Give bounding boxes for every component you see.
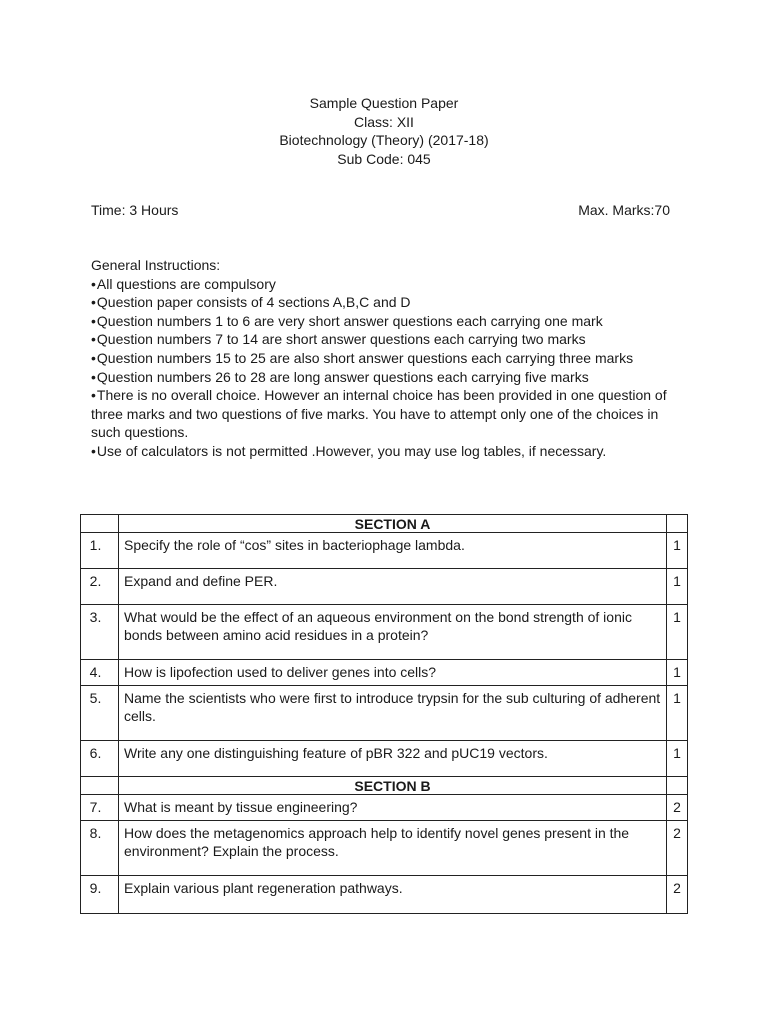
question-number: 2. (81, 569, 119, 605)
instruction-item: • Question numbers 1 to 6 are very short answer questions each carrying one mark (91, 312, 671, 331)
subject-label: Biotechnology (Theory) (2017-18) (279, 132, 489, 148)
question-number: 6. (81, 741, 119, 777)
instructions-heading: General Instructions: (91, 257, 221, 273)
paper-header (0, 94, 768, 168)
paper-title: Sample Question Paper (309, 95, 459, 111)
question-number: 1. (81, 533, 119, 569)
time-marks-row (91, 202, 670, 218)
instruction-item: • Question paper consists of 4 sections A,B,C and D (91, 293, 671, 312)
question-marks: 1 (667, 569, 688, 605)
question-number: 7. (81, 795, 119, 821)
question-text: Name the scientists who were first to introduce trypsin for the sub culturing of adherent cells. (119, 686, 667, 741)
question-number: 9. (81, 876, 119, 914)
question-marks: 1 (667, 741, 688, 777)
question-marks: 1 (667, 533, 688, 569)
question-marks: 1 (667, 605, 688, 660)
question-text: How is lipofection used to deliver genes into cells? (119, 660, 667, 686)
question-text: Explain various plant regeneration pathways. (119, 876, 667, 914)
question-number: 5. (81, 686, 119, 741)
question-text: How does the metagenomics approach help to identify novel genes present in the environment? Explain the process. (119, 821, 667, 876)
table-row (81, 876, 688, 914)
table-row (81, 741, 688, 777)
question-marks: 2 (667, 876, 688, 914)
table-row (81, 795, 688, 821)
instruction-item: • Use of calculators is not permitted .However, you may use log tables, if necessary. (91, 442, 671, 461)
instruction-item: • Question numbers 26 to 28 are long answer questions each carrying five marks (91, 368, 671, 387)
question-marks: 1 (667, 686, 688, 741)
question-number: 3. (81, 605, 119, 660)
section-b-title: SECTION B (119, 777, 667, 795)
instruction-item: • Question numbers 7 to 14 are short answer questions each carrying two marks (91, 330, 671, 349)
class-label: Class: XII (354, 113, 414, 130)
question-marks: 1 (667, 660, 688, 686)
general-instructions (91, 256, 671, 461)
question-number: 4. (81, 660, 119, 686)
question-text: What is meant by tissue engineering? (119, 795, 667, 821)
question-text: Expand and define PER. (119, 569, 667, 605)
time-label: Time: 3 Hours (91, 202, 179, 218)
question-text: Specify the role of “cos” sites in bacteriophage lambda. (119, 533, 667, 569)
table-row (81, 660, 688, 686)
question-number: 8. (81, 821, 119, 876)
instructions-list (91, 275, 671, 461)
max-marks-label: Max. Marks:70 (578, 202, 670, 218)
sub-code-label: Sub Code: 045 (337, 150, 431, 167)
question-marks: 2 (667, 795, 688, 821)
section-a-title: SECTION A (119, 515, 667, 533)
question-marks: 2 (667, 821, 688, 876)
question-text: What would be the effect of an aqueous environment on the bond strength of ionic bonds between amino acid residues in a protein? (119, 605, 667, 660)
instruction-item: • All questions are compulsory (91, 275, 671, 294)
questions-table (80, 514, 688, 914)
table-row (81, 686, 688, 741)
instruction-item: • There is no overall choice. However an internal choice has been provided in one question of three marks and two questions of five marks. You have to attempt only one of the choices in such questions. (91, 386, 671, 442)
section-b-header-row (81, 777, 688, 795)
question-text: Write any one distinguishing feature of pBR 322 and pUC19 vectors. (119, 741, 667, 777)
instruction-item: • Question numbers 15 to 25 are also short answer questions each carrying three marks (91, 349, 671, 368)
table-row (81, 533, 688, 569)
section-a-header-row (81, 515, 688, 533)
table-row (81, 605, 688, 660)
table-row (81, 821, 688, 876)
table-row (81, 569, 688, 605)
